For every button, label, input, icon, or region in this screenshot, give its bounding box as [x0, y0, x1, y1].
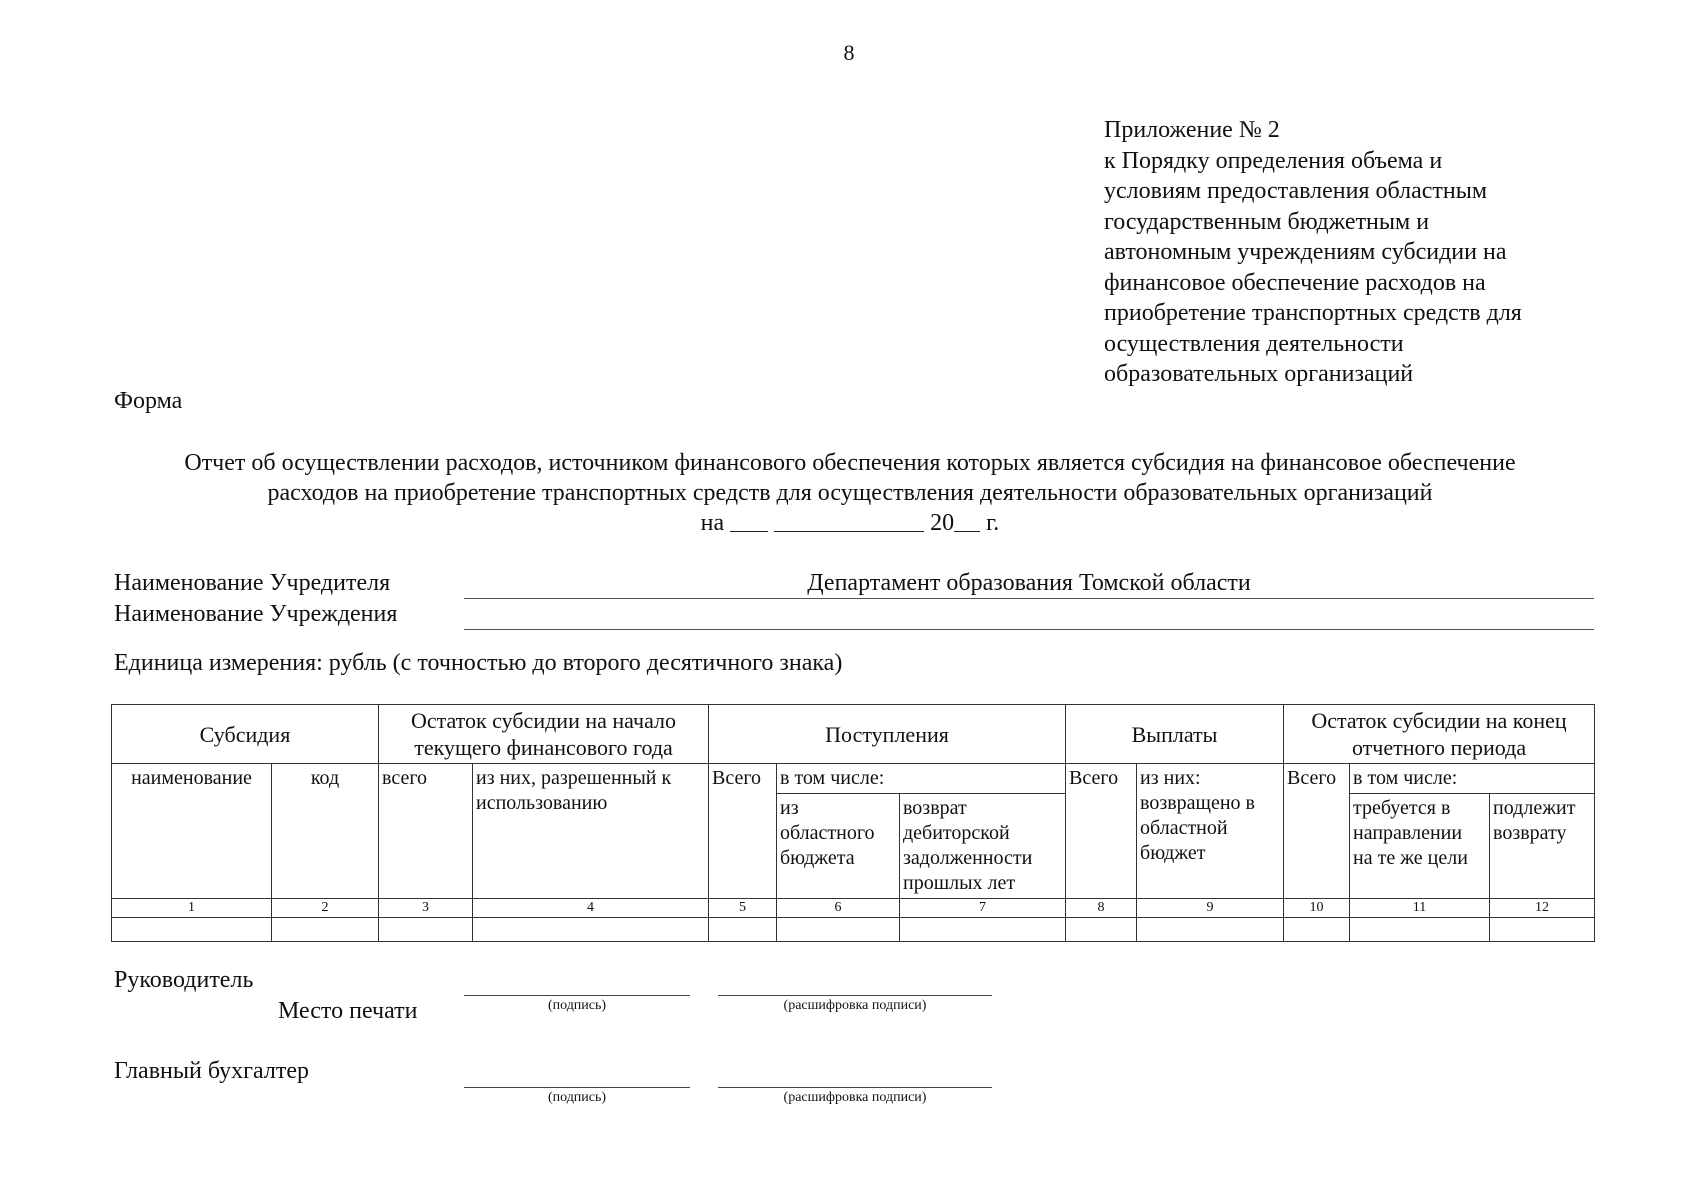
data-cell[interactable]: [379, 918, 473, 942]
day-blank[interactable]: [730, 513, 768, 532]
data-cell[interactable]: [777, 918, 900, 942]
data-cell[interactable]: [473, 918, 709, 942]
appendix-block: [1104, 115, 1664, 390]
header-balance-start: Остаток субсидии на начало текущего финансового года: [379, 705, 709, 764]
col-to-return: подлежит возврату: [1490, 794, 1595, 899]
year-blank[interactable]: [954, 513, 980, 532]
unit-of-measure: Единица измерения: рубль (с точностью до второго десятичного знака): [114, 650, 843, 676]
table-data-row: [112, 918, 1595, 942]
col-number: 9: [1137, 899, 1284, 918]
appendix-line: осуществления деятельности: [1104, 330, 1404, 357]
col-from-regional-budget: из областного бюджета: [777, 794, 900, 899]
founder-underline: [464, 598, 1594, 599]
returned-label: возвращено в областной бюджет: [1140, 792, 1255, 864]
accountant-decoding-line[interactable]: [718, 1087, 992, 1088]
founder-label: Наименование Учредителя: [114, 570, 391, 596]
col-number: 12: [1490, 899, 1595, 918]
data-cell[interactable]: [1490, 918, 1595, 942]
col-payments-of-which: [1137, 764, 1284, 899]
of-which-label: из них:: [1140, 767, 1201, 789]
appendix-line: Приложение № 2: [1104, 117, 1280, 143]
report-title-line-3: [100, 508, 1600, 538]
header-receipts: Поступления: [709, 705, 1066, 764]
col-name: наименование: [112, 764, 272, 899]
head-decoding-caption: (расшифровка подписи): [783, 998, 927, 1013]
report-title: [100, 448, 1600, 538]
data-cell[interactable]: [1137, 918, 1284, 942]
table-number-row: [112, 899, 1595, 918]
head-label: Руководитель: [114, 967, 254, 993]
form-label: Форма: [114, 388, 183, 414]
report-date-suffix: г.: [986, 510, 1000, 536]
col-number: 5: [709, 899, 777, 918]
data-cell[interactable]: [112, 918, 272, 942]
col-number: 10: [1284, 899, 1350, 918]
appendix-line: автономным учреждениям субсидии на: [1104, 239, 1507, 265]
header-payments: Выплаты: [1066, 705, 1284, 764]
col-receipts-total: Всего: [709, 764, 777, 899]
header-subsidy: Субсидия: [112, 705, 379, 764]
col-number: 7: [900, 899, 1066, 918]
data-cell[interactable]: [1066, 918, 1137, 942]
table-header-row-1: [112, 705, 1595, 764]
data-cell[interactable]: [272, 918, 379, 942]
report-year-prefix: 20: [930, 510, 955, 536]
col-allowed: из них, разрешенный к использованию: [473, 764, 709, 899]
accountant-signature-caption: (подпись): [547, 1090, 607, 1105]
institution-label: Наименование Учреждения: [114, 601, 398, 627]
col-number: 4: [473, 899, 709, 918]
report-table: [111, 704, 1595, 942]
col-receipts-including: в том числе:: [777, 764, 1066, 794]
col-total-start: всего: [379, 764, 473, 899]
col-number: 8: [1066, 899, 1137, 918]
data-cell[interactable]: [1284, 918, 1350, 942]
stamp-label: Место печати: [278, 998, 418, 1024]
col-number: 3: [379, 899, 473, 918]
appendix-line: финансовое обеспечение расходов на: [1104, 269, 1486, 296]
report-date-prefix: на: [700, 510, 725, 536]
appendix-line: образовательных организаций: [1104, 361, 1414, 387]
month-blank[interactable]: [774, 513, 924, 532]
col-code: код: [272, 764, 379, 899]
table-header-row-2: [112, 764, 1595, 794]
head-signature-caption: (подпись): [547, 998, 607, 1013]
institution-underline: [464, 629, 1594, 630]
accountant-signature-line[interactable]: [464, 1087, 690, 1088]
accountant-label: Главный бухгалтер: [114, 1058, 309, 1084]
col-number: 2: [272, 899, 379, 918]
accountant-decoding-caption: (расшифровка подписи): [783, 1090, 927, 1105]
col-number: 6: [777, 899, 900, 918]
appendix-line: условиям предоставления областным: [1104, 178, 1488, 204]
col-payments-total: Всего: [1066, 764, 1137, 899]
col-required-same-purpose: требуется в направлении на те же цели: [1350, 794, 1490, 899]
report-title-line-2: расходов на приобретение транспортных средств для осуществления деятельности образовательных организаций: [267, 480, 1433, 506]
report-title-line-1: Отчет об осуществлении расходов, источником финансового обеспечения которых является субсидия на финансовое обеспечение: [184, 450, 1516, 476]
head-decoding-line[interactable]: [718, 995, 992, 996]
data-cell[interactable]: [1350, 918, 1490, 942]
col-number: 1: [112, 899, 272, 918]
appendix-line: к Порядку определения объема и: [1104, 147, 1443, 174]
col-number: 11: [1350, 899, 1490, 918]
header-balance-end: Остаток субсидии на конец отчетного периода: [1284, 705, 1595, 764]
page-number: 8: [843, 40, 855, 65]
col-end-total: Всего: [1284, 764, 1350, 899]
appendix-line: приобретение транспортных средств для: [1104, 300, 1522, 326]
data-cell[interactable]: [709, 918, 777, 942]
col-end-including: в том числе:: [1350, 764, 1595, 794]
data-cell[interactable]: [900, 918, 1066, 942]
head-signature-line[interactable]: [464, 995, 690, 996]
col-return-receivables: возврат дебиторской задолженности прошлых лет: [900, 794, 1066, 899]
founder-value[interactable]: Департамент образования Томской области: [807, 570, 1251, 596]
appendix-line: государственным бюджетным и: [1104, 208, 1430, 235]
